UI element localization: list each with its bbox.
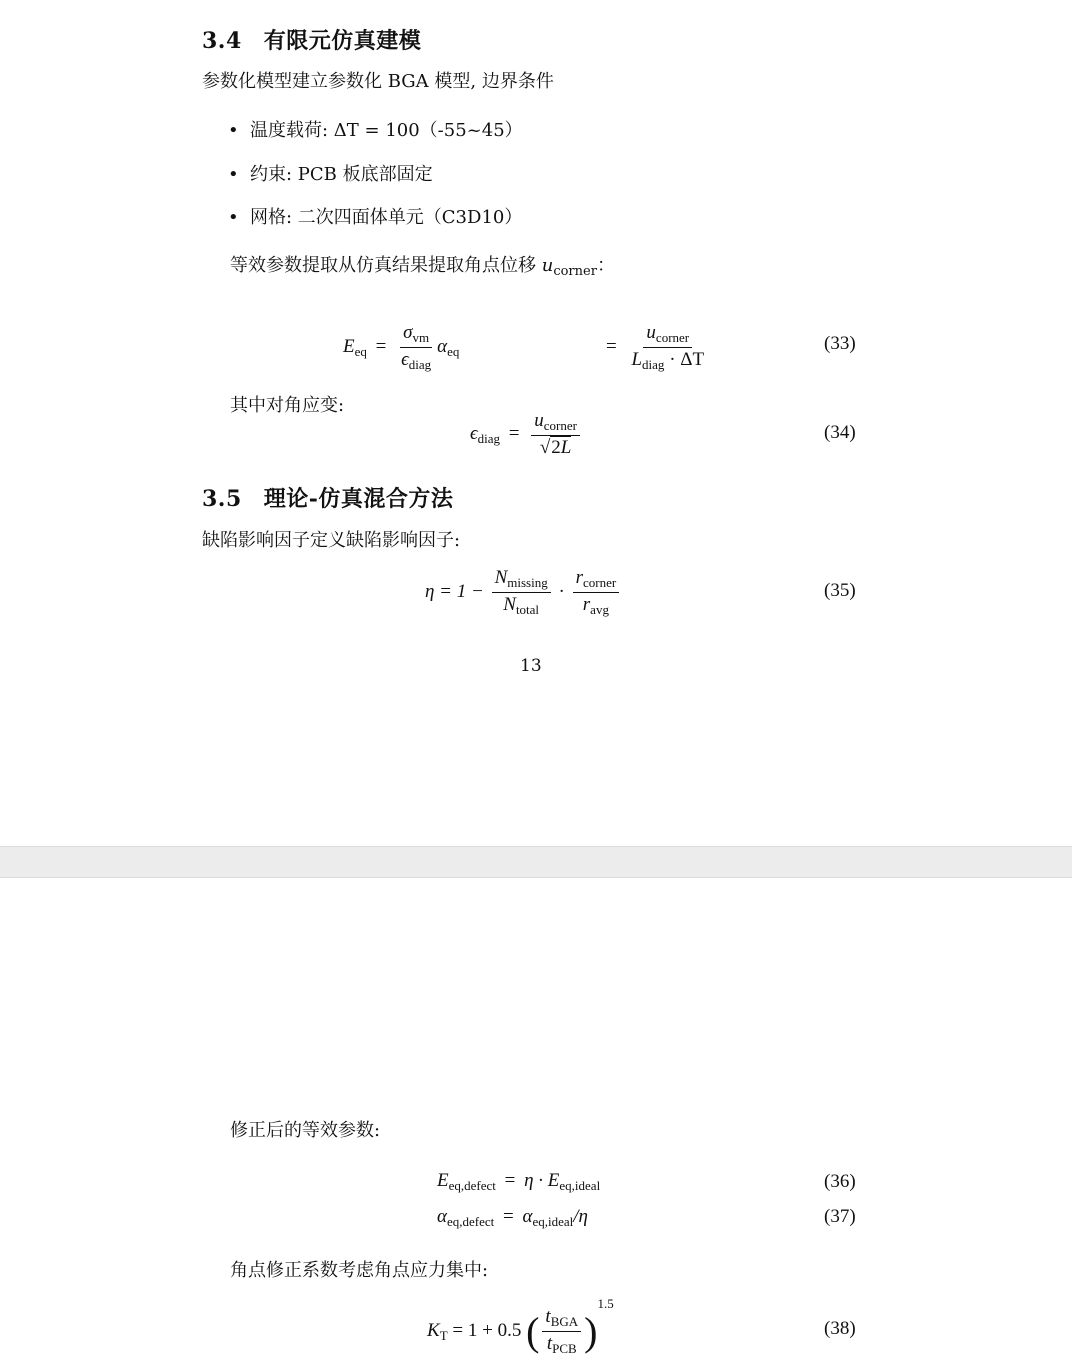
eq33-rhs-num-sub: corner — [655, 330, 690, 345]
section-heading-3-5 — [202, 482, 453, 513]
eq35-n2-sub: corner — [582, 575, 617, 590]
eq34-num-sub: corner — [543, 418, 577, 433]
equation-37: $\alpha_{eq,defect} = \alpha_{eq,ideal}/\eta$ — [437, 1206, 588, 1229]
eq33-num-sub: vm — [412, 330, 430, 345]
section-title: 理论-仿真混合方法 — [263, 486, 454, 512]
eq33-rhs-den-sub: diag — [642, 356, 665, 372]
diag-strain-paragraph: 其中对角应变: — [230, 395, 345, 416]
section-title: 有限元仿真建模 — [263, 28, 422, 54]
eq33-lhs-sub: eq — [354, 343, 367, 359]
eq33-mult: α — [437, 335, 448, 357]
equation-number-36: (36) — [824, 1171, 856, 1192]
corner-paragraph: 角点修正系数考虑角点应力集中: — [230, 1260, 489, 1281]
eq38-exponent: 1.5 — [597, 1296, 614, 1311]
section-number: 3.4 — [202, 28, 242, 54]
eq33-den: ϵ — [401, 348, 409, 370]
eq34-lhs-sub: diag — [477, 430, 501, 446]
intro-paragraph: 参数化模型建立参数化 BGA 模型, 边界条件 — [202, 71, 554, 92]
eq38-den-sub: PCB — [552, 1341, 577, 1357]
page-separator — [0, 846, 1072, 878]
eq33-mult-sub: eq — [447, 343, 460, 359]
equation-number-38: (38) — [824, 1318, 856, 1339]
extract-colon: ： — [596, 255, 615, 276]
eq35-d2: r — [582, 593, 591, 615]
eq33-den-sub: diag — [408, 356, 432, 372]
bullet-item-1 — [228, 116, 523, 142]
eq36-lhs: E — [437, 1170, 449, 1191]
bullet-item-3 — [228, 203, 522, 229]
equation-33-left: $E_{eq}$ = $\frac{\sigma_{vm}}{\epsilon_{diag}}$ $\alpha_{eq}$ — [343, 322, 460, 372]
eq38-fraction — [542, 1306, 581, 1357]
bullet-icon: • — [228, 164, 239, 185]
eq35-lhs: η = 1 − — [425, 580, 484, 602]
right-paren-icon: ) — [584, 1309, 598, 1355]
eq33-fraction — [398, 322, 434, 373]
document-page-14 — [0, 878, 1072, 1362]
eq33-rhs-den-tail: · ΔT — [669, 348, 705, 370]
eq37-rhs-tail: /η — [573, 1206, 588, 1227]
eq35-d1: N — [503, 593, 516, 615]
eq36-rhs: η · E — [524, 1170, 560, 1191]
bullet-text: 网格: 二次四面体单元（C3D10） — [250, 207, 523, 228]
left-paren-icon: ( — [526, 1309, 540, 1355]
eq35-fraction-1 — [492, 567, 551, 618]
eq33-lhs: E — [343, 335, 355, 357]
extract-symbol-sub: corner — [553, 264, 597, 279]
eq37-lhs-sub: eq,defect — [446, 1214, 495, 1229]
extract-symbol: u — [541, 255, 554, 276]
equation-number-33: (33) — [824, 333, 856, 354]
eq33-rhs-fraction — [628, 322, 707, 373]
eq37-rhs-sub: eq,ideal — [532, 1214, 574, 1229]
bullet-icon: • — [228, 120, 239, 141]
eq38-lhs: K — [427, 1320, 440, 1341]
eq38-rhs-pre: = 1 + 0.5 — [452, 1320, 522, 1341]
eq33-rhs-den: L — [631, 348, 643, 370]
bullet-text: 温度载荷: ΔT = 100（-55~45） — [250, 120, 523, 141]
bullet-icon: • — [228, 207, 239, 228]
equation-number-37: (37) — [824, 1206, 856, 1227]
eq36-rhs-sub: eq,ideal — [559, 1178, 601, 1193]
eq34-den-var: L — [560, 436, 572, 458]
extract-paragraph — [230, 251, 615, 279]
equation-number-35: (35) — [824, 580, 856, 601]
eq33-num: σ — [403, 322, 413, 343]
equation-36: $E_{eq,defect} = \eta \cdot E_{eq,ideal}$ — [437, 1170, 601, 1193]
eq34-fraction — [531, 410, 580, 459]
bullet-item-2 — [228, 160, 433, 186]
eq35-d2-sub: avg — [590, 601, 609, 617]
equation-35: η = 1 − $\frac{N_{missing}}{N_{total}}$ · $\frac{r_{corner}}{r_{avg}}$ — [425, 567, 622, 618]
eq38-num: t — [545, 1306, 551, 1328]
extract-text: 等效参数提取从仿真结果提取角点位移 — [230, 255, 536, 276]
corrected-paragraph: 修正后的等效参数: — [230, 1120, 381, 1141]
eq34-num: u — [534, 410, 544, 431]
eq38-den: t — [546, 1333, 553, 1355]
equation-38 — [427, 1296, 614, 1357]
eq34-den-sqrt: 2 — [551, 436, 561, 458]
eq37-rhs: α — [522, 1206, 533, 1227]
eq37-lhs: α — [437, 1206, 447, 1227]
section-number: 3.5 — [202, 486, 242, 512]
eq34-lhs: ϵ — [470, 422, 478, 444]
eq35-n1-sub: missing — [507, 575, 548, 590]
sqrt-icon: √ — [539, 436, 551, 458]
equation-number-34: (34) — [824, 422, 856, 443]
section-heading-3-4 — [202, 24, 421, 55]
eq36-lhs-sub: eq,defect — [448, 1178, 496, 1193]
page-number: 13 — [520, 656, 542, 676]
eq35-n1: N — [494, 567, 508, 588]
eq38-num-sub: BGA — [550, 1314, 579, 1330]
eq33-rhs-num: u — [646, 322, 656, 343]
equation-33-right: = $\frac{u_{corner}}{L_{diag} \cdot \Delta T}$ — [606, 322, 710, 373]
eq35-d1-sub: total — [515, 601, 540, 617]
eq38-lhs-sub: T — [439, 1328, 448, 1343]
bullet-text: 约束: PCB 板底部固定 — [250, 164, 433, 185]
eq35-n2: r — [575, 567, 583, 588]
equation-34: $\epsilon_{diag}$ = $\frac{u_{corner}}{√2L}$ — [470, 410, 583, 459]
defect-paragraph: 缺陷影响因子定义缺陷影响因子: — [202, 530, 461, 551]
eq35-fraction-2 — [573, 567, 620, 618]
